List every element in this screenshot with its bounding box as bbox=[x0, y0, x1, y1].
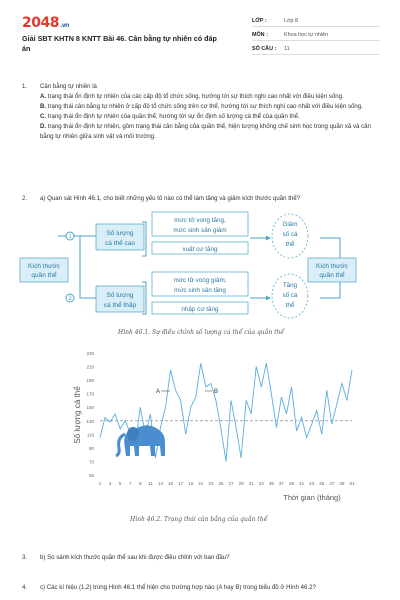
marker-b-group bbox=[205, 389, 218, 395]
question-1-stem: Cân bằng tự nhiên là bbox=[40, 83, 97, 90]
x-tick-label: 49 bbox=[339, 481, 345, 486]
x-tick-label: 51 bbox=[349, 481, 355, 486]
figure-46-2-caption: Hình 46.2. Trạng thái cân bằng của quần thể bbox=[130, 516, 268, 523]
x-tick-label: 3 bbox=[108, 481, 112, 486]
x-tick-label: 5 bbox=[118, 481, 122, 486]
x-tick-label: 9 bbox=[139, 481, 142, 486]
svg-text:xuất cư tăng: xuất cư tăng bbox=[182, 246, 218, 253]
svg-text:Tăng: Tăng bbox=[282, 282, 298, 289]
svg-text:mức tử vong giảm,: mức tử vong giảm, bbox=[173, 277, 227, 284]
svg-text:quần thể: quần thể bbox=[319, 272, 345, 279]
svg-text:thể: thể bbox=[285, 302, 295, 309]
y-tick-label: 230 bbox=[86, 351, 94, 356]
chart-ylabel: Số lượng cá thể bbox=[73, 386, 82, 444]
svg-text:cá thể cao: cá thể cao bbox=[105, 240, 135, 247]
option-d: D. trạng thái ổn định tự nhiên, gồm trạng thái cân bằng của quần thể, hiện tượng khống chế sinh học trong quần xã và cân bằng tự nhiên giữa sinh vật và môi trường. bbox=[40, 123, 371, 140]
y-tick-label: 70 bbox=[88, 459, 94, 465]
site-logo[interactable]: 2048.vn bbox=[22, 15, 69, 31]
x-tick-label: 45 bbox=[319, 481, 325, 486]
svg-text:Số lượng: Số lượng bbox=[106, 230, 134, 237]
x-tick-label: 21 bbox=[198, 481, 204, 486]
x-tick-label: 37 bbox=[278, 481, 284, 486]
option-a: A. trạng thái ổn định tự nhiên của các cấp độ tổ chức sống, hướng tới sự thích nghi cao nhất với điều kiện sống. bbox=[40, 93, 344, 100]
x-tick-label: 25 bbox=[218, 481, 224, 486]
question-4-stem: c) Các kí hiệu (1,2) trong Hình 46.1 thể hiện cho trường hợp nào (A hay B) trong biểu đồ ở Hình 46.2? bbox=[40, 584, 316, 591]
svg-text:mức tử vong tăng,: mức tử vong tăng, bbox=[174, 217, 226, 224]
svg-text:quần thể: quần thể bbox=[31, 272, 57, 279]
x-tick-label: 33 bbox=[258, 481, 264, 486]
figure-46-1-caption: Hình 46.1. Sự điều chỉnh số lượng cá thể của quần thể bbox=[118, 329, 285, 336]
x-tick-label: 11 bbox=[148, 481, 153, 486]
svg-text:2: 2 bbox=[68, 296, 72, 302]
svg-text:B: B bbox=[214, 389, 219, 395]
x-tick-label: 29 bbox=[238, 481, 244, 486]
svg-text:Số lượng: Số lượng bbox=[106, 292, 134, 299]
y-tick-label: 190 bbox=[86, 378, 94, 384]
svg-text:số cá: số cá bbox=[282, 231, 298, 238]
x-tick-label: 41 bbox=[299, 481, 305, 486]
figure-46-2-chart bbox=[60, 345, 360, 505]
chart-xlabel: Thời gian (tháng) bbox=[283, 493, 341, 502]
x-tick-label: 47 bbox=[329, 481, 335, 486]
x-tick-label: 27 bbox=[228, 481, 234, 486]
svg-text:cá thể thấp: cá thể thấp bbox=[103, 302, 137, 309]
x-tick-label: 23 bbox=[208, 481, 214, 486]
x-tick-label: 43 bbox=[309, 481, 315, 486]
question-3-stem: b) So sánh kích thước quần thể sau khi được điều chỉnh với ban đầu? bbox=[40, 554, 230, 561]
y-ticks bbox=[86, 351, 94, 478]
document-title: Giải SBT KHTN 8 KNTT Bài 46. Cân bằng tự nhiên có đáp án bbox=[22, 34, 217, 53]
y-tick-label: 90 bbox=[88, 445, 94, 451]
svg-text:A: A bbox=[156, 389, 161, 395]
svg-text:mức sinh sản giảm: mức sinh sản giảm bbox=[173, 227, 227, 234]
y-tick-label: 170 bbox=[86, 391, 94, 397]
page-header: 2048.vn Giải SBT KHTN 8 KNTT Bài 46. Cân bằng tự nhiên có đáp án LỚP : Lớp 8 MÔN : Khoa học tự nhiên SỐ CÂU : 11 bbox=[0, 0, 400, 64]
y-tick-label: 210 bbox=[86, 364, 94, 370]
x-tick-label: 31 bbox=[248, 481, 254, 486]
question-2-stem: a) Quan sát Hình 46.1, cho biết những yếu tố nào có thể làm tăng và giảm kích thước quần thể? bbox=[40, 195, 301, 202]
option-b: B. trạng thái cân bằng tự nhiên ở cấp độ tổ chức sống trên cơ thể, hướng tới sự thích nghi cao nhất với điều kiện sống. bbox=[40, 103, 363, 110]
x-tick-label: 7 bbox=[128, 481, 132, 486]
x-tick-label: 1 bbox=[98, 481, 102, 486]
x-tick-label: 15 bbox=[168, 481, 174, 486]
y-tick-label: 110 bbox=[86, 432, 94, 438]
svg-text:1: 1 bbox=[68, 234, 72, 240]
svg-text:mức sinh sản tăng: mức sinh sản tăng bbox=[174, 287, 226, 294]
y-tick-label: 150 bbox=[86, 405, 94, 411]
elephant-icon bbox=[116, 425, 165, 456]
svg-text:Kích thước: Kích thước bbox=[315, 263, 349, 270]
svg-text:Giảm: Giảm bbox=[282, 221, 298, 228]
option-c: C. trạng thái ổn định tự nhiên của quần thể, hướng tới sự ổn định số lượng cá thể của quần thể. bbox=[40, 113, 300, 120]
y-tick-label: 130 bbox=[86, 418, 94, 424]
svg-text:số cá: số cá bbox=[282, 292, 298, 299]
figure-46-1-diagram bbox=[27, 210, 370, 320]
x-tick-label: 35 bbox=[268, 481, 274, 486]
svg-text:Kích thước: Kích thước bbox=[27, 263, 61, 270]
x-tick-label: 13 bbox=[157, 481, 163, 486]
svg-text:thể: thể bbox=[285, 241, 295, 248]
y-tick-label: 50 bbox=[88, 473, 94, 478]
x-tick-label: 17 bbox=[178, 481, 184, 486]
x-ticks bbox=[99, 481, 355, 486]
x-tick-label: 39 bbox=[289, 481, 295, 486]
x-tick-label: 19 bbox=[188, 481, 194, 486]
svg-text:nhập cư tăng: nhập cư tăng bbox=[181, 306, 219, 313]
